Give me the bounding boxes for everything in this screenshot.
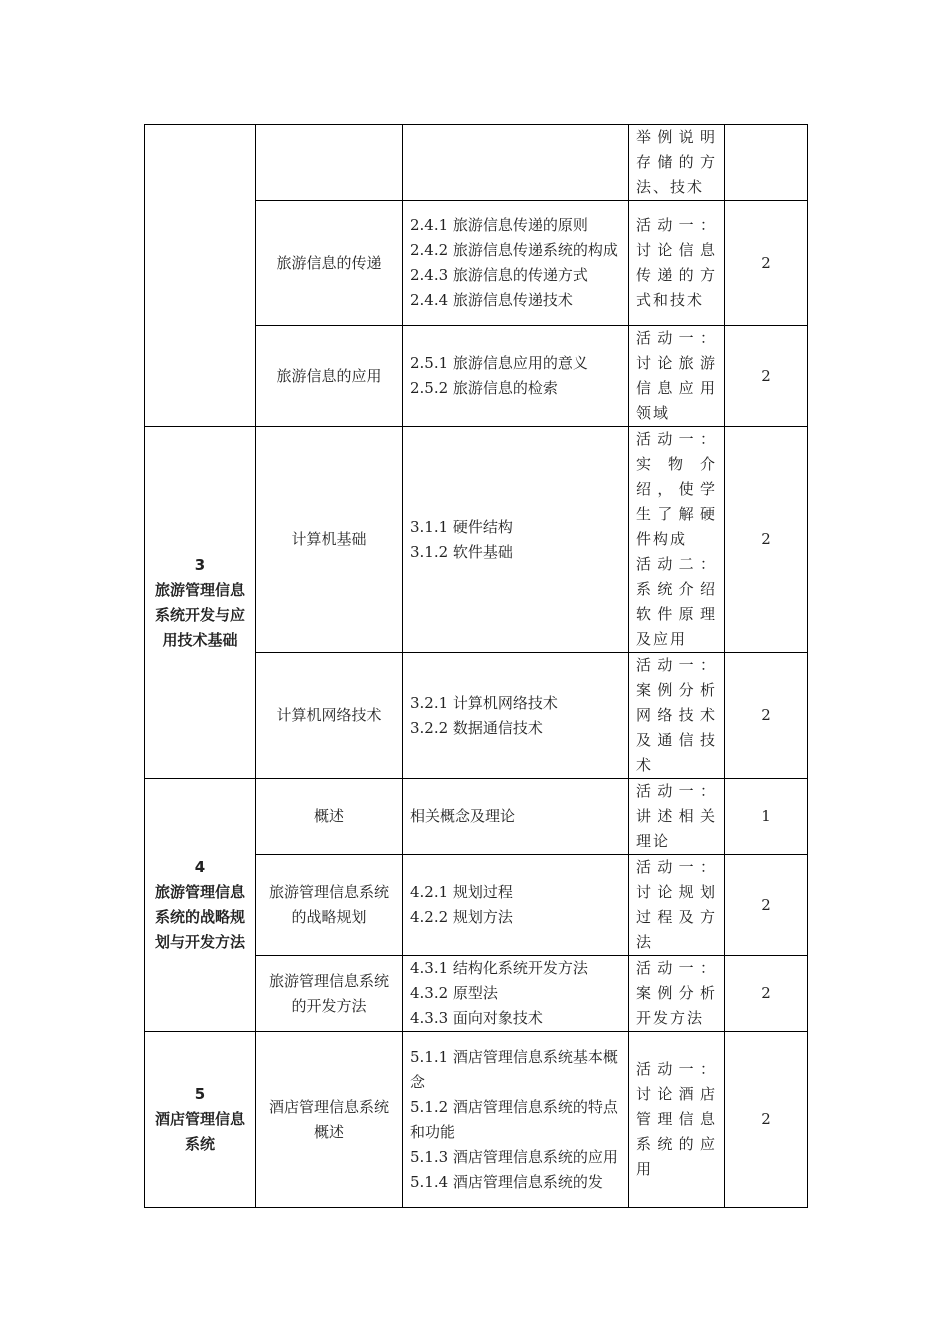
hours-cell xyxy=(725,125,808,201)
content-cell xyxy=(403,125,629,201)
chapter-cell xyxy=(145,1032,256,1208)
chapter-cell xyxy=(145,427,256,779)
activity-cell xyxy=(629,855,725,956)
activity-cell xyxy=(629,326,725,427)
activity-cell xyxy=(629,1032,725,1208)
content-line: 3.2.2 数据通信技术 xyxy=(410,718,543,737)
section-cell: 旅游管理信息系统的开发方法 xyxy=(256,956,403,1032)
content-cell xyxy=(403,779,629,855)
table-row xyxy=(145,125,808,201)
activity-line: 活动一：讨论规划过程及方法 xyxy=(636,858,717,951)
chapter-number: 3 xyxy=(194,555,206,574)
table-row xyxy=(145,427,808,653)
hours-cell: 2 xyxy=(725,326,808,427)
activity-line: 活动一：案例分析开发方法 xyxy=(636,959,717,1027)
content-line: 4.2.1 规划过程 xyxy=(410,883,513,901)
hours-cell: 2 xyxy=(725,956,808,1032)
chapter-cell xyxy=(145,779,256,1032)
content-line: 5.1.2 酒店管理信息系统的特点和功能 xyxy=(410,1097,618,1141)
content-line: 2.5.1 旅游信息应用的意义 xyxy=(410,354,588,372)
content-line: 4.3.3 面向对象技术 xyxy=(410,1009,543,1027)
content-line: 2.4.4 旅游信息传递技术 xyxy=(410,291,573,309)
activity-line: 活动一：讨论旅游信息应用领域 xyxy=(636,329,717,422)
activity-cell xyxy=(629,653,725,779)
syllabus-table xyxy=(144,124,808,1208)
table-row xyxy=(145,779,808,855)
hours-cell: 1 xyxy=(725,779,808,855)
hours-cell: 2 xyxy=(725,855,808,956)
activity-cell xyxy=(629,427,725,653)
content-cell xyxy=(403,427,629,653)
section-cell: 旅游信息的应用 xyxy=(256,326,403,427)
activity-cell xyxy=(629,779,725,855)
content-line: 2.5.2 旅游信息的检索 xyxy=(410,379,558,397)
section-cell: 酒店管理信息系统概述 xyxy=(256,1032,403,1208)
content-line: 3.1.2 软件基础 xyxy=(410,542,513,561)
content-line: 3.2.1 计算机网络技术 xyxy=(410,693,558,712)
content-line: 2.4.2 旅游信息传递系统的构成 xyxy=(410,241,618,259)
table-row xyxy=(145,1032,808,1208)
content-line: 4.3.1 结构化系统开发方法 xyxy=(410,959,588,977)
content-line: 5.1.1 酒店管理信息系统基本概念 xyxy=(410,1047,618,1091)
content-cell xyxy=(403,653,629,779)
activity-line: 活动一：讲述相关理论 xyxy=(636,782,717,850)
hours-cell: 2 xyxy=(725,427,808,653)
chapter-number: 4 xyxy=(194,858,206,876)
section-cell: 计算机网络技术 xyxy=(256,653,403,779)
activity-cell xyxy=(629,125,725,201)
chapter-cell xyxy=(145,125,256,427)
activity-cell xyxy=(629,201,725,326)
content-line: 2.4.3 旅游信息的传递方式 xyxy=(410,266,588,284)
activity-line: 活动二：系统介绍软件原理及应用 xyxy=(636,555,717,648)
content-line: 5.1.3 酒店管理信息系统的应用 xyxy=(410,1147,618,1166)
chapter-title: 旅游管理信息系统开发与应用技术基础 xyxy=(154,580,245,649)
activity-line: 活动一：实物介绍，使学生了解硬件构成 xyxy=(636,430,717,548)
section-cell xyxy=(256,125,403,201)
activity-line: 活动一：案例分析网络技术及通信技术 xyxy=(636,656,717,774)
section-cell: 计算机基础 xyxy=(256,427,403,653)
section-cell: 概述 xyxy=(256,779,403,855)
hours-cell: 2 xyxy=(725,653,808,779)
content-cell xyxy=(403,201,629,326)
chapter-number: 5 xyxy=(194,1085,206,1103)
hours-cell: 2 xyxy=(725,1032,808,1208)
content-cell xyxy=(403,326,629,427)
activity-line: 活动一：讨论酒店管理信息系统的应用 xyxy=(636,1060,717,1178)
content-cell xyxy=(403,1032,629,1208)
content-line: 4.3.2 原型法 xyxy=(410,984,498,1002)
content-line: 4.2.2 规划方法 xyxy=(410,908,513,926)
content-line: 相关概念及理论 xyxy=(410,807,516,825)
content-cell xyxy=(403,855,629,956)
content-line: 2.4.1 旅游信息传递的原则 xyxy=(410,216,588,234)
content-line: 3.1.1 硬件结构 xyxy=(410,517,513,536)
content-cell xyxy=(403,956,629,1032)
hours-cell: 2 xyxy=(725,201,808,326)
chapter-title: 旅游管理信息系统的战略规划与开发方法 xyxy=(154,883,245,951)
section-cell: 旅游信息的传递 xyxy=(256,201,403,326)
activity-cell xyxy=(629,956,725,1032)
chapter-title: 酒店管理信息系统 xyxy=(154,1110,245,1153)
section-cell: 旅游管理信息系统的战略规划 xyxy=(256,855,403,956)
activity-line: 举例说明存储的方法、技术 xyxy=(636,128,717,196)
activity-line: 活动一：讨论信息传递的方式和技术 xyxy=(636,216,717,309)
content-line: 5.1.4 酒店管理信息系统的发 xyxy=(410,1172,603,1191)
